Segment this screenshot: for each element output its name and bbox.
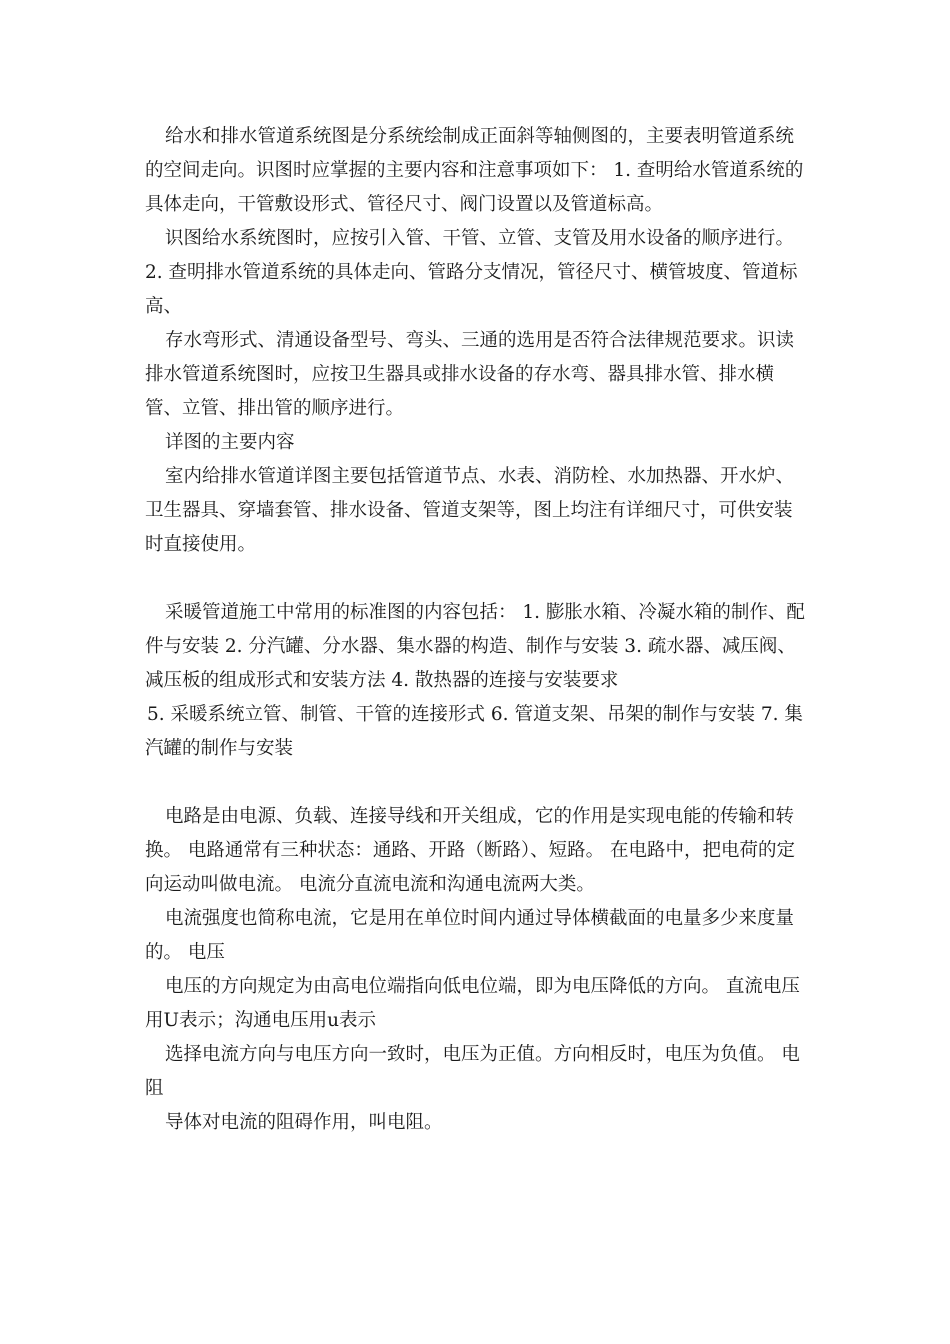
paragraph-voltage-direction: 电压的方向规定为由高电位端指向低电位端，即为电压降低的方向。 直流电压用U表示；沟通电压用u表示 [145,976,800,1031]
paragraph-detail-drawing: 室内给排水管道详图主要包括管道节点、水表、消防栓、水加热器、开水炉、卫生器具、穿墙套管、排水设备、管道支架等，图上均注有详细尺寸，可供安装时直接使用。 [145,466,795,555]
heading-detail-drawing: 详图的主要内容 [165,432,295,453]
paragraph-heating-items: 5. 采暖系统立管、制管、干管的连接形式 6. 管道支架、吊架的制作与安装 7. 集汽罐的制作与安装 [145,704,803,759]
document-body [145,120,810,1140]
paragraph-circuit-basics: 电路是由电源、负载、连接导线和开关组成，它的作用是实现电能的传输和转换。 电路通常有三种状态：通路、开路（断路）、短路。 在电路中，把电荷的定向运动叫做电流。 电流分直流电流和沟通电流两大类。 [145,806,796,895]
paragraph-voltage-sign: 选择电流方向与电压方向一致时，电压为正值。方向相反时，电压为负值。 电阻 [145,1044,800,1099]
paragraph-water-supply-reading: 识图给水系统图时，应按引入管、干管、立管、支管及用水设备的顺序进行。 2. 查明排水管道系统的具体走向、管路分支情况，管径尺寸、横管坡度、管道标高、 [145,228,798,317]
paragraph-drainage-system-intro: 给水和排水管道系统图是分系统绘制成正面斜等轴侧图的，主要表明管道系统的空间走向。识图时应掌握的主要内容和注意事项如下： 1. 查明给水管道系统的具体走向，干管敷设形式、管径尺寸、阀门设置以及管道标高。 [145,126,804,215]
paragraph-heating-standard: 采暖管道施工中常用的标准图的内容包括： 1. 膨胀水箱、冷凝水箱的制作、配件与安装 2. 分汽罐、分水器、集水器的构造、制作与安装 3. 疏水器、减压阀、减压板的组成形式和安装方法 4. 散热器的连接与安装要求 [145,602,805,691]
paragraph-drainage-reading: 存水弯形式、清通设备型号、弯头、三通的选用是否符合法律规范要求。识读排水管道系统图时，应按卫生器具或排水设备的存水弯、器具排水管、排水横管、立管、排出管的顺序进行。 [145,330,795,419]
paragraph-gap [145,562,810,596]
paragraph-resistance: 导体对电流的阻碍作用，叫电阻。 [165,1112,443,1133]
paragraph-gap [145,766,810,800]
paragraph-current-strength: 电流强度也简称电流，它是用在单位时间内通过导体横截面的电量多少来度量的。 电压 [145,908,795,963]
